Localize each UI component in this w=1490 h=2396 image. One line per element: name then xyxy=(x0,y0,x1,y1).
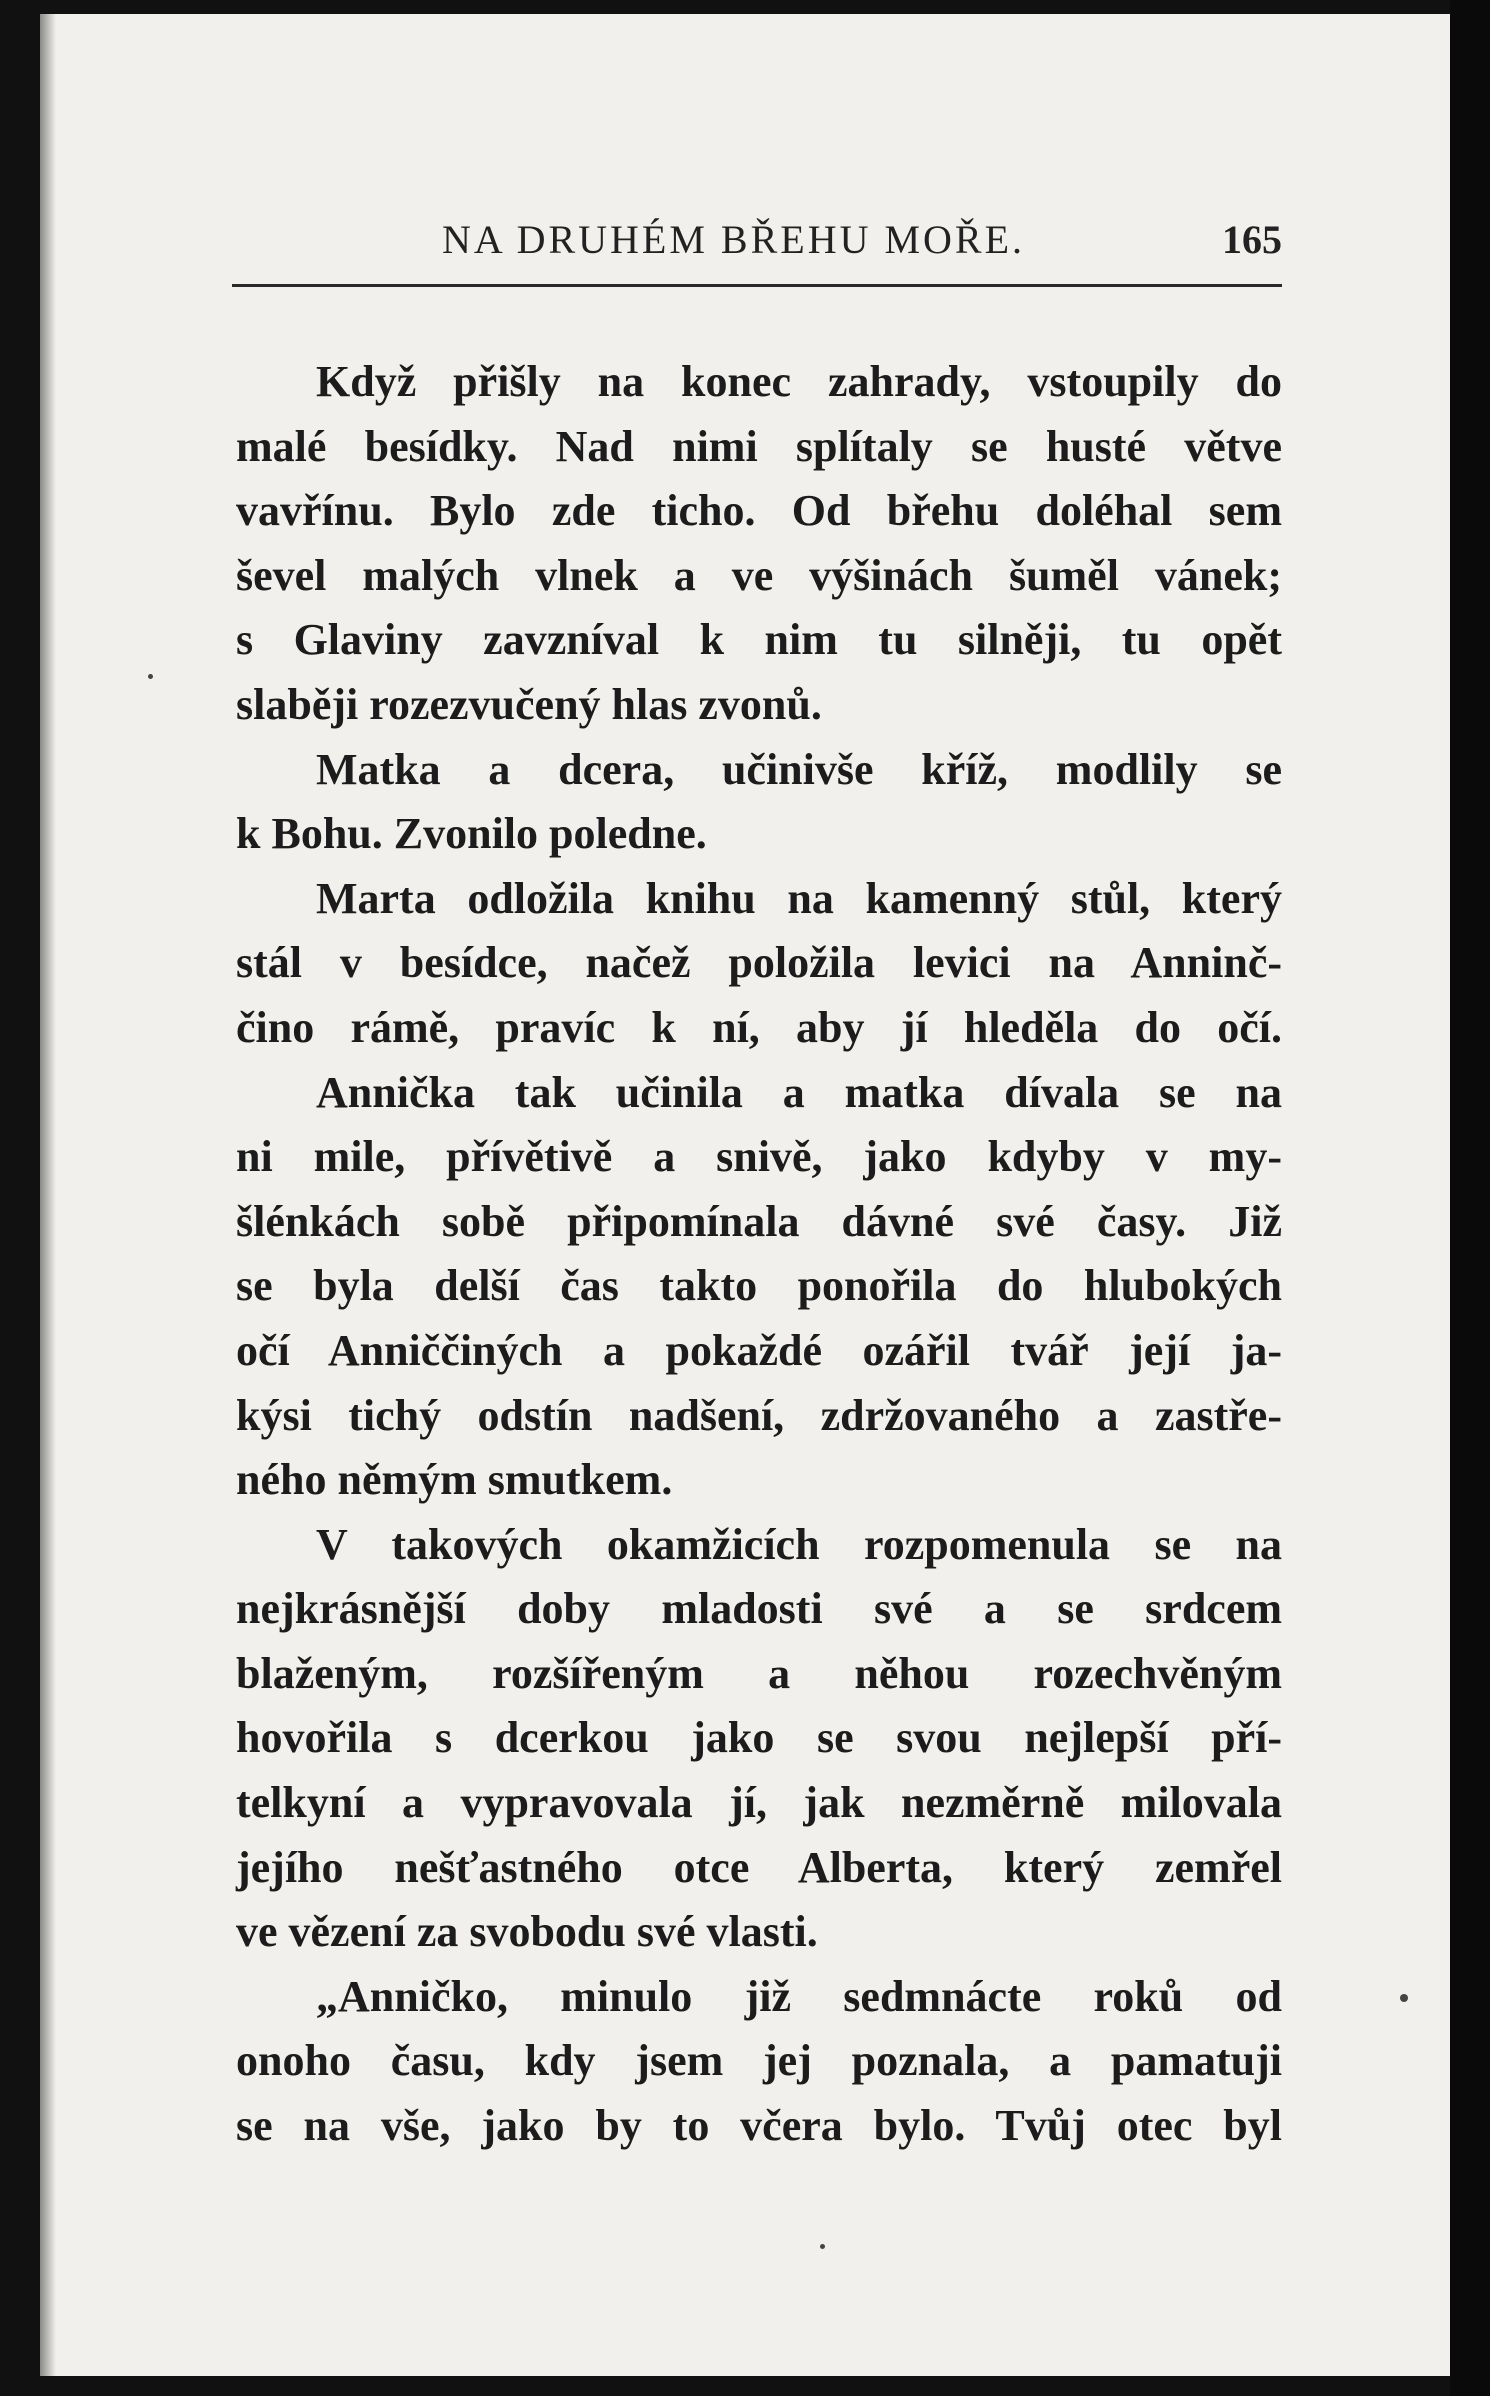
text-line: hovořila s dcerkou jako se svou nejlepší pří- xyxy=(236,1713,1282,1763)
text-line: očí Anniččiných a pokaždé ozářil tvář její ja- xyxy=(236,1325,1282,1375)
scan-speck xyxy=(1400,1994,1408,2002)
scan-border xyxy=(1450,0,1490,2396)
text-line: ve vězení za svobodu své vlasti. xyxy=(236,1907,818,1957)
text-line: V takových okamžicích rozpomenula se na xyxy=(316,1519,1282,1569)
text-line: „Anničko, minulo již sedmnácte roků od xyxy=(316,1971,1282,2021)
text-line: jejího nešťastného otce Alberta, který zemřel xyxy=(236,1842,1282,1892)
scan-speck xyxy=(148,674,153,679)
text-line: čino rámě, pravíc k ní, aby jí hleděla do očí. xyxy=(236,1002,1282,1052)
text-line: ného němým smutkem. xyxy=(236,1455,673,1505)
text-line: k Bohu. Zvonilo poledne. xyxy=(236,809,707,859)
text-line: Matka a dcera, učinivše kříž, modlily se xyxy=(316,744,1282,794)
scan-speck xyxy=(820,2244,825,2249)
page-edge-shadow xyxy=(40,14,56,2376)
text-line: nejkrásnější doby mladosti své a se srdcem xyxy=(236,1584,1282,1634)
book-page xyxy=(40,14,1450,2376)
page-header xyxy=(232,200,1282,287)
text-line: s Glaviny zavzníval k nim tu silněji, tu opět xyxy=(236,615,1282,665)
text-line: malé besídky. Nad nimi splítaly se husté větve xyxy=(236,421,1282,471)
text-line: Annička tak učinila a matka dívala se na xyxy=(316,1067,1282,1117)
text-line: Když přišly na konec zahrady, vstoupily do xyxy=(316,357,1282,406)
text-line: šlénkách sobě připomínala dávné své časy. Již xyxy=(236,1196,1282,1246)
text-line: ševel malých vlnek a ve výšinách šuměl vánek; xyxy=(236,550,1282,600)
text-line: kýsi tichý odstín nadšení, zdržovaného a zastře- xyxy=(236,1390,1282,1440)
text-line: slaběji rozezvučený hlas zvonů. xyxy=(236,679,822,729)
text-line: stál v besídce, načež položila levici na Anninč- xyxy=(236,938,1282,988)
text-line: Marta odložila knihu na kamenný stůl, který xyxy=(316,873,1282,923)
text-line: onoho času, kdy jsem jej poznala, a pamatuji xyxy=(236,2036,1282,2086)
body-text xyxy=(236,350,1282,2159)
text-line: se byla delší čas takto ponořila do hlubokých xyxy=(236,1261,1282,1311)
text-line: se na vše, jako by to včera bylo. Tvůj otec byl xyxy=(236,2101,1282,2151)
running-head: NA DRUHÉM BŘEHU MOŘE. xyxy=(442,217,1026,262)
page-number: 165 xyxy=(1222,217,1282,262)
text-line: blaženým, rozšířeným a něhou rozechvěným xyxy=(236,1648,1282,1698)
text-line: telkyní a vypravovala jí, jak nezměrně milovala xyxy=(236,1778,1282,1828)
text-line: ni mile, přívětivě a snivě, jako kdyby v my- xyxy=(236,1132,1282,1182)
text-line: vavřínu. Bylo zde ticho. Od břehu doléhal sem xyxy=(236,486,1282,536)
